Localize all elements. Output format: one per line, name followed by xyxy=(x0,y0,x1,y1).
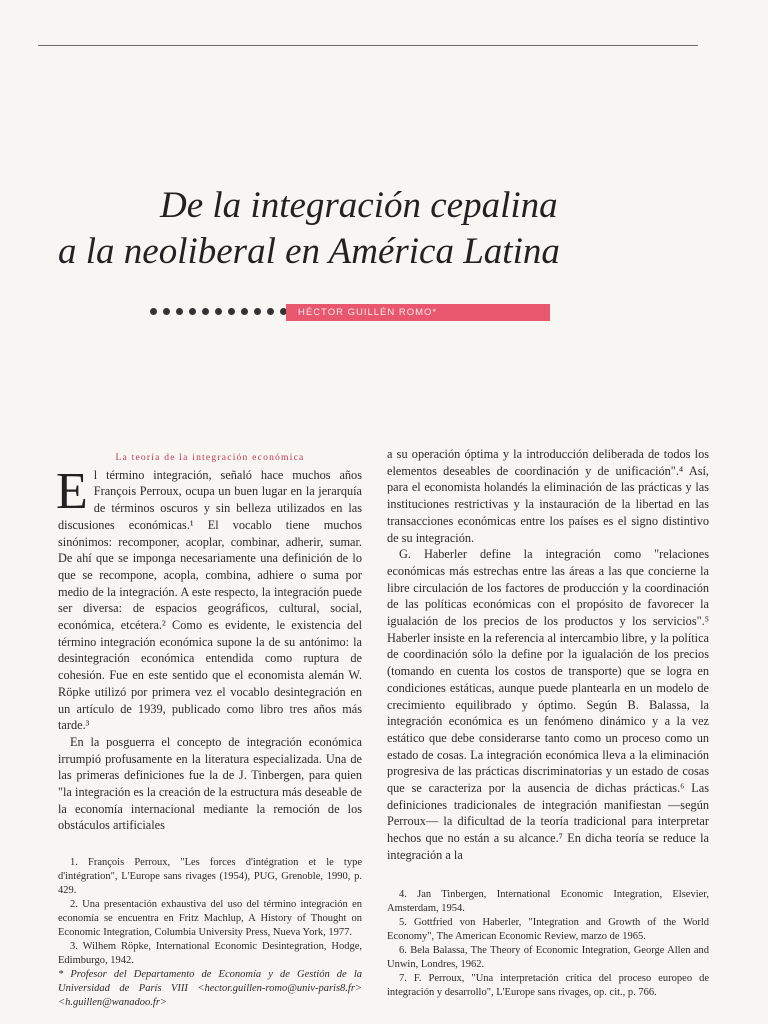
footnote: 4. Jan Tinbergen, International Economic Integration, Elsevier, Amsterdam, 1954. xyxy=(387,888,709,914)
bullet-icon xyxy=(241,308,248,315)
top-rule xyxy=(38,45,698,46)
body-paragraph: G. Haberler define la integración como "relaciones económicas más estrechas entre las áreas a las que concierne la libre circulación de los factores de producción y la coordinación de las políticas económicas con el propósito de favorecer la igualación de los precios de los productos y los servicios".⁵ Haberler insiste en la referencia al intercambio libre, y la política de coordinación sólo la define por la igualación de los precios (tomando en cuenta los costos de transporte) que se logra en condiciones estáticas, aunque puede plantearla en un modelo de crecimiento equilibrado y óptimo. Según B. Balassa, la integración económica es un fenómeno dinámico y a la vez estático que debe considerarse tanto como un proceso como un estado de cosas. La integración económica lleva a la eliminación progresiva de las prácticas discriminatorias y un estado de cosas que se caracteriza por la ausencia de dichas prácticas.⁶ Las definiciones tradicionales de integración manifiestan —según Perroux— la dificultad de la teoría tradicional para interpretar hechos que no están a su alcance.⁷ En dicha teoría se reduce la integración a la xyxy=(387,547,709,862)
footnote: 7. F. Perroux, "Una interpretación crítica del proceso europeo de integración y desarrollo", L'Europe sans rivages, op. cit., p. 766. xyxy=(387,972,709,998)
bullet-icon xyxy=(176,308,183,315)
bullet-icon xyxy=(189,308,196,315)
article-title-line-2: a la neoliberal en América Latina xyxy=(58,231,560,272)
bullet-icon xyxy=(228,308,235,315)
author-affiliation: * Profesor del Departamento de Economía y de Gestión de la Universidad de París VIII <hector.guillen-romo@univ-paris8.fr> <h.guillen@wanadoo.fr> xyxy=(58,969,362,1009)
footnote: 3. Wilhem Röpke, International Economic Desintegration, Hodge, Edimburgo, 1942. xyxy=(58,941,362,967)
footnote: 5. Gottfried von Haberler, "Integration and Growth of the World Economy", The American Economic Review, marzo de 1965. xyxy=(387,916,709,942)
article-title-line-1: De la integración cepalina xyxy=(160,185,558,226)
bullet-icon xyxy=(254,308,261,315)
footnotes-left xyxy=(58,856,362,968)
author-banner: HÉCTOR GUILLÉN ROMO* xyxy=(286,304,550,321)
section-heading: La teoría de la integración económica xyxy=(115,452,305,463)
footnotes-right xyxy=(387,888,709,1000)
bullet-icon xyxy=(150,308,157,315)
bullet-icon xyxy=(202,308,209,315)
footnote: 2. Una presentación exhaustiva del uso del término integración en economía se encuentra en Fritz Machlup, A History of Thought on Economic Integration, Columbia University Press, Nueva York, 1977. xyxy=(58,899,362,939)
left-column xyxy=(58,450,362,1010)
footnote: 6. Bela Balassa, The Theory of Economic Integration, George Allen and Unwin, Londres, 1962. xyxy=(387,944,709,970)
body-paragraph: El término integración, señaló hace muchos años François Perroux, ocupa un buen lugar en la jerarquía de términos oscuros y sin belleza utilizados en las discusiones económicas.¹ El vocablo tiene muchos sinónimos: recomponer, acoplar, combinar, adherir, sumar. De ahí que se imponga necesariamente una definición de lo que se recompone, acopla, combina, adhiere o suma por medio de la integración. A este respecto, la integración puede ser diversa: de espacios geográficos, cultural, social, económica, etcétera.² Como es evidente, le existencia del término integración económica supone la de su antónimo: la desintegración económica entendida como ruptura de cohesión. Fue en este sentido que el economista alemán W. Röpke utilizó por primera vez el vocablo desintegración en un artículo de 1939, publicado como libro tres años más tarde.³ xyxy=(56,462,362,733)
body-paragraph: En la posguerra el concepto de integración económica irrumpió profusamente en la literatura especializada. Una de las primeras definiciones fue la de J. Tinbergen, para quien "la integración es la creación de la estructura más deseable de la economía internacional mediante la remoción de los obstáculos artificiales xyxy=(58,734,362,833)
bullet-icon xyxy=(163,308,170,315)
bullet-icon xyxy=(267,308,274,315)
bullet-icon xyxy=(215,308,222,315)
right-column xyxy=(387,446,709,1000)
drop-cap: E xyxy=(56,462,88,520)
body-paragraph: a su operación óptima y la introducción deliberada de todos los elementos deseables de coordinación y de unificación".⁴ Así, para el economista holandés la eliminación de las prácticas y las instituciones restrictivas y la instauración de la libertad en las transacciones económicas entre los países es el signo distintivo de su integración. xyxy=(387,447,709,545)
footnote: 1. François Perroux, "Les forces d'intégration et le type d'intégration", L'Europe sans rivages (1954), PUG, Grenoble, 1990, p. 429. xyxy=(58,857,362,897)
